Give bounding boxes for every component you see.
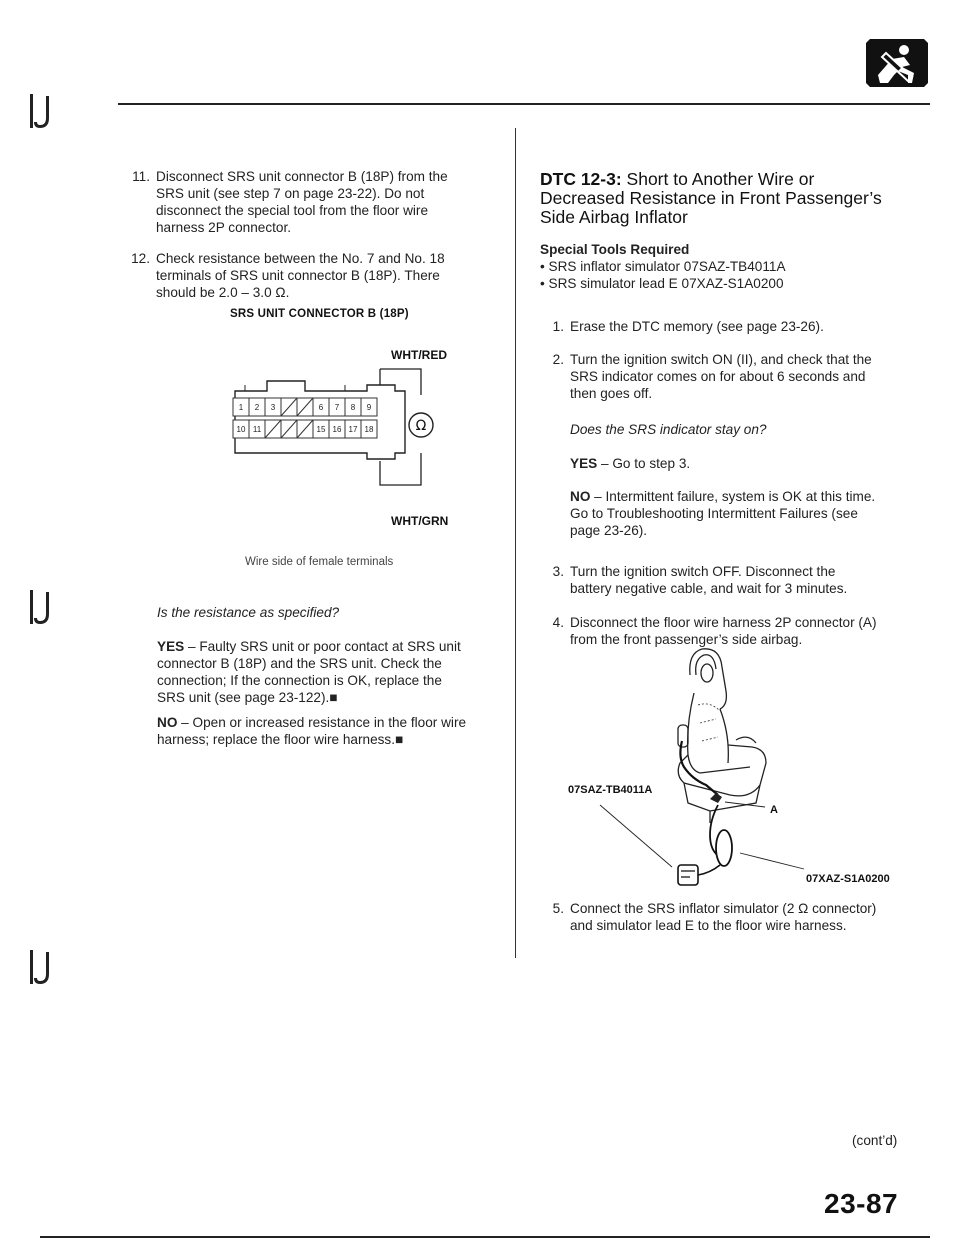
step-line: terminals of SRS unit connector B (18P). There <box>156 268 440 283</box>
no-line: Go to Troubleshooting Intermittent Failures (see <box>570 506 858 521</box>
dtc-title-line: Decreased Resistance in Front Passenger’s <box>540 188 882 208</box>
step-line: should be 2.0 – 3.0 Ω. <box>156 285 290 300</box>
terminal-number: 9 <box>366 403 372 412</box>
dtc-title <box>540 170 930 227</box>
special-tool-item: • SRS inflator simulator 07SAZ-TB4011A <box>540 259 786 274</box>
srs-emblem-icon <box>864 37 930 89</box>
no-line: harness; replace the floor wire harness.■ <box>157 732 404 747</box>
dtc-title-line: Side Airbag Inflator <box>540 207 688 227</box>
left-question: Is the resistance as specified? <box>157 605 340 620</box>
connector-figure-title: SRS UNIT CONNECTOR B (18P) <box>230 308 409 320</box>
dtc-title-line: Short to Another Wire or <box>621 169 815 189</box>
step-line: Connect the SRS inflator simulator (2 Ω connector) <box>570 901 877 916</box>
seat-simulator-illustration <box>560 645 900 890</box>
left-yes-answer <box>157 638 507 706</box>
no-line: page 23-26). <box>570 523 648 538</box>
wire-color-bottom: WHT/GRN <box>391 514 449 528</box>
step-line: SRS indicator comes on for about 6 seconds and <box>570 369 866 384</box>
step-5 <box>540 900 930 933</box>
terminal-number: 6 <box>318 403 324 412</box>
no-line: – Open or increased resistance in the floor wire <box>181 715 467 730</box>
step-number: 12. <box>131 251 150 266</box>
column-divider <box>515 128 516 958</box>
step-line: from the front passenger’s side airbag. <box>570 632 803 647</box>
right-question: Does the SRS indicator stay on? <box>570 422 767 437</box>
step-1 <box>540 318 930 335</box>
simulator-lead-label: 07XAZ-S1A0200 <box>806 873 890 885</box>
terminal-number: 11 <box>252 425 262 434</box>
yes-line: connector B (18P) and the SRS unit. Check the <box>157 656 442 671</box>
no-label: NO <box>157 715 178 730</box>
left-no-answer <box>157 714 507 748</box>
connector-b-diagram <box>225 345 490 535</box>
footer-rule <box>40 1236 930 1238</box>
terminal-number: 16 <box>332 425 342 434</box>
step-line: Turn the ignition switch ON (II), and check that the <box>570 352 872 367</box>
header-rule <box>118 103 930 105</box>
step-12 <box>126 250 496 300</box>
page-number: 23-87 <box>824 1188 899 1219</box>
right-no-answer <box>570 488 930 539</box>
step-line: harness 2P connector. <box>156 220 292 235</box>
terminal-number: 1 <box>238 403 244 412</box>
connector-a-label: A <box>770 804 778 816</box>
step-number: 5. <box>552 901 564 916</box>
connector-figure-caption: Wire side of female terminals <box>245 556 394 568</box>
terminal-number: 2 <box>254 403 260 412</box>
step-line: battery negative cable, and wait for 3 minutes. <box>570 581 848 596</box>
step-line: Check resistance between the No. 7 and No. 18 <box>156 251 445 266</box>
step-number: 1. <box>552 319 564 334</box>
wire-color-top: WHT/RED <box>391 348 447 362</box>
yes-label: YES <box>570 456 598 471</box>
no-label: NO <box>570 489 591 504</box>
binding-mark-bottom <box>28 948 52 988</box>
yes-line: SRS unit (see page 23-122).■ <box>157 690 338 705</box>
step-11 <box>126 168 496 235</box>
step-line: then goes off. <box>570 386 653 401</box>
terminal-number: 3 <box>270 403 276 412</box>
special-tools-heading: Special Tools Required <box>540 242 690 257</box>
ohm-symbol: Ω <box>415 418 427 434</box>
yes-label: YES <box>157 639 185 654</box>
step-2 <box>540 351 930 401</box>
yes-line: connection; If the connection is OK, replace the <box>157 673 442 688</box>
no-line: – Intermittent failure, system is OK at this time. <box>594 489 876 504</box>
step-number: 11. <box>132 169 150 184</box>
step-3 <box>540 563 930 596</box>
yes-line: – Faulty SRS unit or poor contact at SRS unit <box>187 639 461 654</box>
binding-mark-top <box>28 92 52 132</box>
terminal-number: 10 <box>236 425 246 434</box>
terminal-number: 7 <box>334 403 340 412</box>
terminal-number: 18 <box>364 425 374 434</box>
step-4 <box>540 614 930 647</box>
terminal-number: 8 <box>350 403 356 412</box>
special-tools <box>540 241 930 292</box>
right-yes-answer <box>570 455 930 472</box>
step-number: 2. <box>552 352 564 367</box>
step-number: 4. <box>552 615 564 630</box>
step-number: 3. <box>552 564 564 579</box>
special-tool-item: • SRS simulator lead E 07XAZ-S1A0200 <box>540 276 784 291</box>
yes-text: – Go to step 3. <box>600 456 691 471</box>
binding-mark-middle <box>28 588 52 628</box>
step-line: Turn the ignition switch OFF. Disconnect the <box>570 564 836 579</box>
terminal-number: 17 <box>348 425 358 434</box>
terminal-number: 15 <box>316 425 326 434</box>
continued-label: (cont’d) <box>852 1133 898 1148</box>
simulator-label: 07SAZ-TB4011A <box>568 784 653 796</box>
step-line: SRS unit (see step 7 on page 23-22). Do not <box>156 186 425 201</box>
step-line: Erase the DTC memory (see page 23-26). <box>570 319 824 334</box>
step-line: Disconnect SRS unit connector B (18P) from the <box>156 169 448 184</box>
dtc-code: DTC 12-3: <box>540 169 622 189</box>
step-line: and simulator lead E to the floor wire harness. <box>570 918 847 933</box>
step-line: Disconnect the floor wire harness 2P connector (A) <box>570 615 877 630</box>
step-line: disconnect the special tool from the floor wire <box>156 203 429 218</box>
